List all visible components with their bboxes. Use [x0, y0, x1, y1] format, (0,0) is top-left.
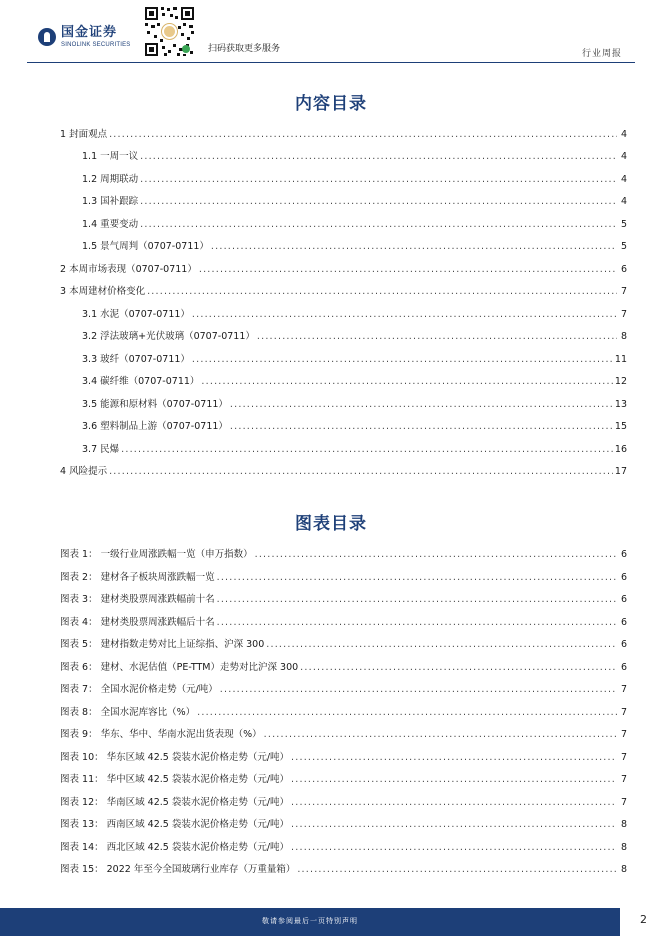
leader-dots: [199, 263, 617, 277]
leader-dots: [201, 375, 612, 389]
brand-logo-icon: [38, 28, 56, 46]
figure-item-label: 图表 2： 建材各子板块周涨跌幅一览: [60, 572, 215, 583]
figure-item-label: 图表 5： 建材指数走势对比上证综指、沪深 300: [60, 639, 265, 650]
figure-item-label: 图表 15： 2022 年至今全国玻璃行业库存（万重量箱）: [60, 864, 296, 875]
toc-item-page: 15: [614, 421, 627, 432]
report-type-label: 行业周报: [581, 49, 622, 59]
figure-item[interactable]: [60, 661, 627, 675]
leader-dots: [291, 796, 617, 810]
leader-dots: [291, 841, 617, 855]
figure-item-page: 6: [620, 639, 627, 650]
figure-item-page: 8: [620, 819, 627, 830]
toc-item-label: 3.3 玻纤（0707-0711）: [82, 354, 190, 365]
toc-item[interactable]: [82, 173, 627, 187]
figure-item-label: 图表 6： 建材、水泥估值（PE-TTM）走势对比沪深 300: [60, 662, 299, 673]
leader-dots: [192, 353, 613, 367]
qr-code-icon[interactable]: [142, 4, 197, 59]
figure-item-page: 6: [620, 662, 627, 673]
figure-item-label: 图表 7： 全国水泥价格走势（元/吨）: [60, 684, 218, 695]
figure-item-label: 图表 11： 华中区域 42.5 袋装水泥价格走势（元/吨）: [60, 774, 290, 785]
page-number: 2: [640, 913, 647, 926]
figure-item[interactable]: [60, 548, 627, 562]
toc-item-page: 5: [620, 241, 627, 252]
leader-dots: [230, 420, 613, 434]
qr-caption: 扫码获取更多服务: [208, 44, 281, 54]
figure-item-page: 7: [620, 797, 627, 808]
toc-item-label: 3.4 碳纤维（0707-0711）: [82, 376, 200, 387]
figure-item-page: 7: [620, 774, 627, 785]
figure-item[interactable]: [60, 706, 627, 720]
leader-dots: [197, 706, 617, 720]
toc-item[interactable]: [82, 218, 627, 232]
figure-item-page: 8: [620, 842, 627, 853]
leader-dots: [230, 398, 613, 412]
toc-item-label: 3.5 能源和原材料（0707-0711）: [82, 399, 228, 410]
leader-dots: [264, 728, 617, 742]
leader-dots: [140, 195, 617, 209]
leader-dots: [121, 443, 613, 457]
toc-item-page: 7: [620, 286, 627, 297]
figure-item[interactable]: [60, 863, 627, 877]
page-header: [0, 0, 662, 66]
toc-item-page: 11: [614, 354, 627, 365]
figure-item-page: 7: [620, 752, 627, 763]
figure-item[interactable]: [60, 751, 627, 765]
toc-item-page: 16: [614, 444, 627, 455]
leader-dots: [291, 773, 617, 787]
figure-item-page: 8: [620, 864, 627, 875]
figure-item-page: 6: [620, 549, 627, 560]
toc-item[interactable]: [82, 330, 627, 344]
figure-item-label: 图表 12： 华南区域 42.5 袋装水泥价格走势（元/吨）: [60, 797, 290, 808]
toc-item-page: 4: [620, 129, 627, 140]
leader-dots: [109, 128, 617, 142]
toc-item-page: 7: [620, 309, 627, 320]
toc-item[interactable]: [60, 263, 627, 277]
leader-dots: [291, 751, 617, 765]
figure-list-title: 图表目录: [295, 514, 367, 534]
toc-item[interactable]: [82, 375, 627, 389]
leader-dots: [140, 218, 617, 232]
figure-item-page: 6: [620, 572, 627, 583]
leader-dots: [192, 308, 617, 322]
leader-dots: [291, 818, 617, 832]
leader-dots: [255, 548, 617, 562]
toc-item[interactable]: [82, 443, 627, 457]
figure-item-page: 6: [620, 594, 627, 605]
toc-item-label: 3.1 水泥（0707-0711）: [82, 309, 190, 320]
leader-dots: [211, 240, 617, 254]
leader-dots: [217, 616, 617, 630]
disclaimer-note[interactable]: 敬请参阅最后一页特别声明: [262, 917, 358, 925]
toc-item-label: 3.7 民爆: [82, 444, 120, 455]
leader-dots: [266, 638, 617, 652]
figure-item-page: 7: [620, 684, 627, 695]
toc-item-page: 17: [614, 466, 627, 477]
figure-item[interactable]: [60, 773, 627, 787]
toc-item[interactable]: [82, 195, 627, 209]
toc-item-page: 4: [620, 174, 627, 185]
leader-dots: [300, 661, 617, 675]
figure-item[interactable]: [60, 683, 627, 697]
leader-dots: [147, 285, 617, 299]
toc-title: 内容目录: [295, 94, 367, 114]
figure-item-label: 图表 4： 建材类股票周涨跌幅后十名: [60, 617, 215, 628]
figure-item-page: 7: [620, 707, 627, 718]
toc-item-label: 2 本周市场表现（0707-0711）: [60, 264, 197, 275]
brand-logo: [38, 26, 130, 48]
toc-item-label: 4 风险提示: [60, 466, 108, 477]
figure-item-label: 图表 9： 华东、华中、华南水泥出货表现（%）: [60, 729, 262, 740]
figure-item-label: 图表 3： 建材类股票周涨跌幅前十名: [60, 594, 215, 605]
figure-item[interactable]: [60, 616, 627, 630]
brand-name-cn: 国金证券: [61, 25, 118, 40]
leader-dots: [220, 683, 617, 697]
figure-item[interactable]: [60, 593, 627, 607]
toc-item[interactable]: [82, 150, 627, 164]
toc-item-page: 4: [620, 196, 627, 207]
toc-item-page: 5: [620, 219, 627, 230]
toc-item-label: 3 本周建材价格变化: [60, 286, 146, 297]
brand-name-en: SINOLINK SECURITIES: [61, 42, 131, 48]
toc-item-label: 1.1 一周一议: [82, 151, 139, 162]
leader-dots: [217, 571, 617, 585]
toc-item-label: 3.6 塑料制品上游（0707-0711）: [82, 421, 228, 432]
leader-dots: [257, 330, 617, 344]
figure-item[interactable]: [60, 571, 627, 585]
toc-item[interactable]: [82, 398, 627, 412]
toc-item-label: 1.3 国补跟踪: [82, 196, 139, 207]
toc-item[interactable]: [60, 465, 627, 479]
figure-item[interactable]: [60, 841, 627, 855]
leader-dots: [217, 593, 617, 607]
figure-item[interactable]: [60, 728, 627, 742]
figure-item[interactable]: [60, 638, 627, 652]
toc-item[interactable]: [82, 308, 627, 322]
toc-item-label: 1.5 景气周判（0707-0711）: [82, 241, 209, 252]
toc-item-page: 13: [614, 399, 627, 410]
figure-item-label: 图表 1： 一级行业周涨跌幅一览（申万指数）: [60, 549, 253, 560]
toc-item-page: 12: [614, 376, 627, 387]
toc-item-label: 1 封面观点: [60, 129, 108, 140]
leader-dots: [109, 465, 613, 479]
toc-item-label: 3.2 浮法玻璃+光伏玻璃（0707-0711）: [82, 331, 255, 342]
toc-item-page: 6: [620, 264, 627, 275]
leader-dots: [297, 863, 617, 877]
toc-item[interactable]: [82, 420, 627, 434]
leader-dots: [140, 150, 617, 164]
toc-item-label: 1.4 重要变动: [82, 219, 139, 230]
toc-item[interactable]: [60, 128, 627, 142]
figure-item-page: 7: [620, 729, 627, 740]
figure-item-label: 图表 8： 全国水泥库容比（%）: [60, 707, 196, 718]
leader-dots: [140, 173, 617, 187]
figure-item-page: 6: [620, 617, 627, 628]
toc-item-label: 1.2 周期联动: [82, 174, 139, 185]
figure-item[interactable]: [60, 796, 627, 810]
figure-item-label: 图表 14： 西北区域 42.5 袋装水泥价格走势（元/吨）: [60, 842, 290, 853]
toc-item-page: 8: [620, 331, 627, 342]
figure-item-label: 图表 10： 华东区域 42.5 袋装水泥价格走势（元/吨）: [60, 752, 290, 763]
toc-item[interactable]: [60, 285, 627, 299]
toc-item[interactable]: [82, 240, 627, 254]
header-divider: [27, 62, 635, 63]
figure-item-label: 图表 13： 西南区域 42.5 袋装水泥价格走势（元/吨）: [60, 819, 290, 830]
figure-item[interactable]: [60, 818, 627, 832]
toc-item-page: 4: [620, 151, 627, 162]
toc-item[interactable]: [82, 353, 627, 367]
